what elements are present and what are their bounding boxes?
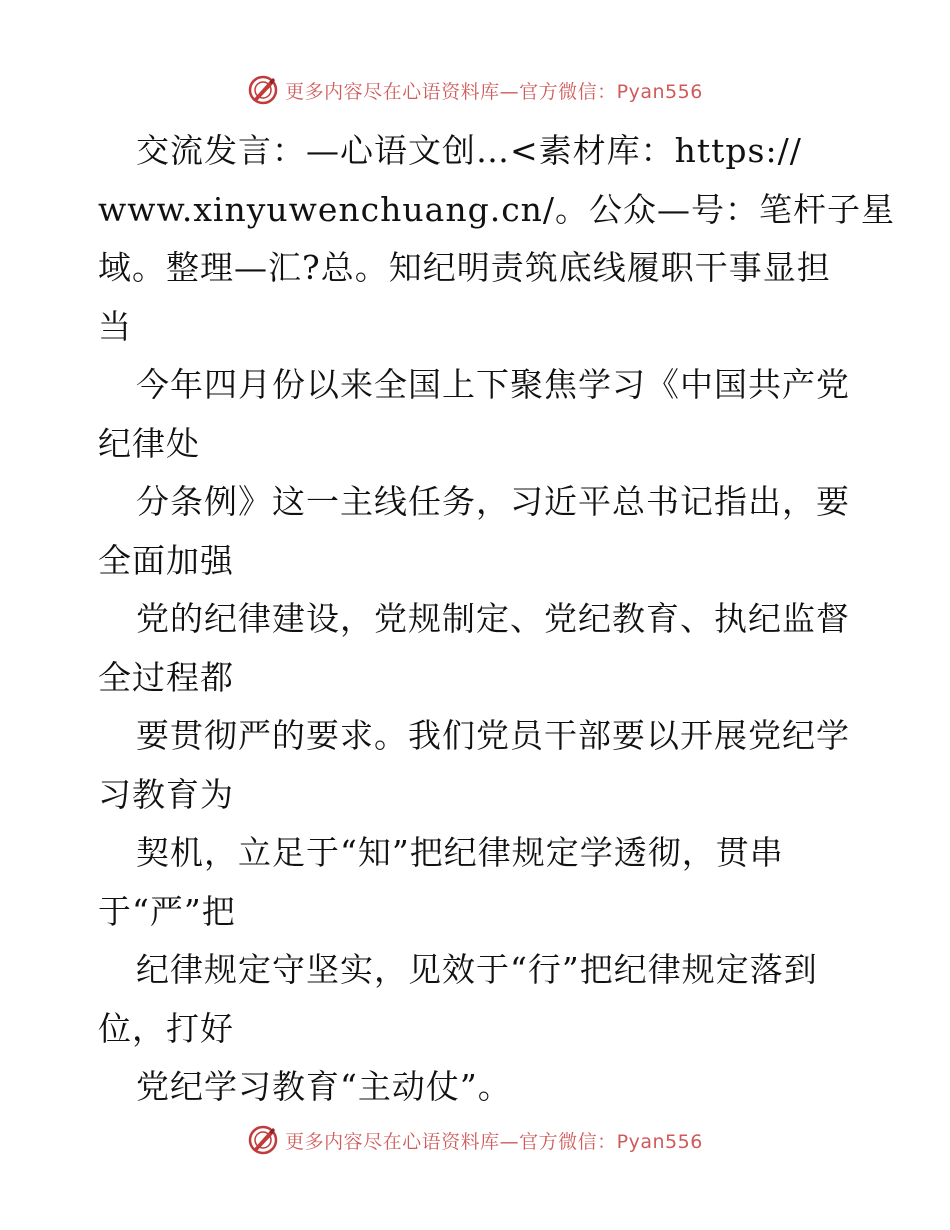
doc-line: 纪律规定守坚实，见效于“行”把纪律规定落到: [136, 950, 818, 989]
header-banner: [0, 70, 950, 110]
doc-line: 今年四月份以来全国上下聚焦学习《中国共产党: [136, 365, 850, 404]
doc-line: 纪律处: [98, 423, 200, 463]
doc-line: 于“严”把: [98, 891, 236, 931]
doc-line: 党的纪律建设，党规制定、党纪教育、执纪监督: [136, 599, 850, 638]
doc-line: 党纪学习教育“主动仗”。: [136, 1067, 512, 1106]
doc-line: 分条例》这一主线任务，习近平总书记指出，要: [136, 482, 850, 521]
doc-line: 全过程都: [98, 657, 234, 697]
doc-line: 契机，立足于“知”把纪律规定学透彻，贯串: [136, 833, 784, 872]
doc-line: 全面加强: [98, 540, 234, 580]
header-banner-text: 更多内容尽在心语资料库—官方微信：Pyan556: [285, 80, 703, 103]
doc-line: 交流发言：—心语文创…<素材库：https://: [136, 131, 802, 170]
pen-logo-icon: [247, 1124, 279, 1156]
footer-banner-text: 更多内容尽在心语资料库—官方微信：Pyan556: [285, 1130, 703, 1153]
doc-line: 习教育为: [98, 774, 234, 814]
document-body: [98, 122, 896, 1117]
footer-banner-content: [247, 1124, 703, 1156]
pen-logo-icon: [247, 74, 279, 106]
doc-line: www.xinyuwenchuang.cn/。公众—号：笔杆子星: [98, 189, 896, 229]
footer-banner: [0, 1120, 950, 1160]
doc-line: 位，打好: [98, 1008, 234, 1048]
header-banner-content: [247, 74, 703, 106]
doc-line: 域。整理—汇?总。知纪明责筑底线履职干事显担: [98, 248, 831, 287]
doc-line: 要贯彻严的要求。我们党员干部要以开展党纪学: [136, 716, 850, 755]
doc-line: 当: [98, 306, 132, 346]
